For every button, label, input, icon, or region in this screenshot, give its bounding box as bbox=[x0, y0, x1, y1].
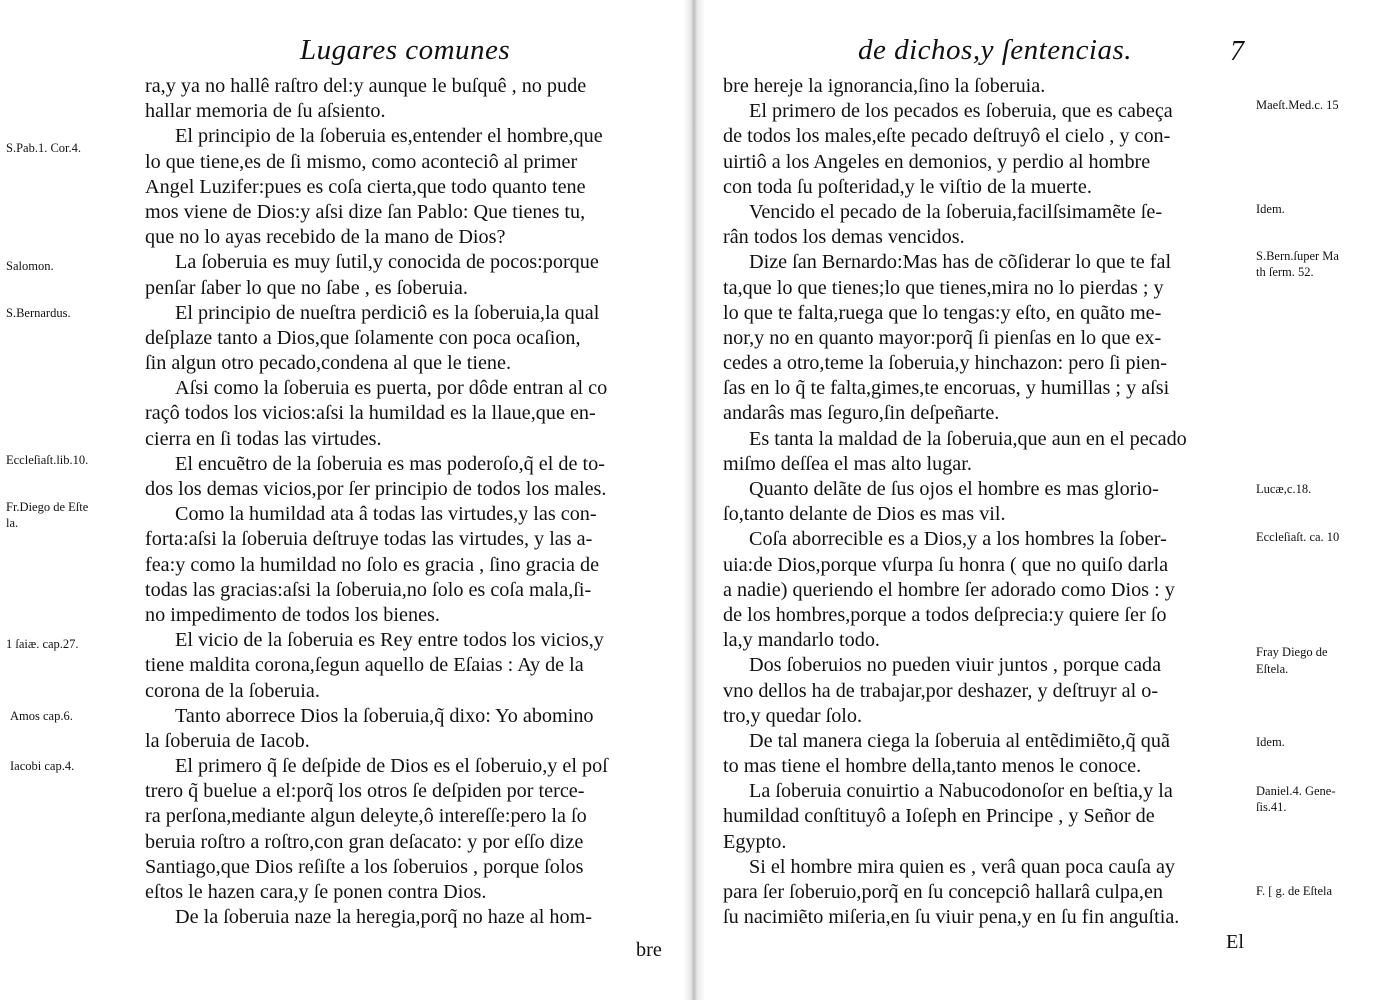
text-line: forta:aſsi la ſoberuia deſtruye todas las virtudes, y las a- bbox=[145, 528, 593, 551]
text-line: ſo,tanto delante de Dios es mas vil. bbox=[723, 503, 1006, 526]
marginal-note: S.Bernardus. bbox=[6, 306, 71, 320]
text-line: para ſer ſoberuio,porq̃ en ſu concepciô hallarâ culpa,en bbox=[723, 881, 1163, 903]
text-line: La ſoberuia es muy ſutil,y conocida de pocos:porque bbox=[175, 251, 599, 274]
text-line: raçô todos los vicios:aſsi la humildad es la llaue,que en- bbox=[145, 402, 596, 425]
marginal-note: Eſtela. bbox=[1256, 662, 1289, 676]
text-line: uirtiô a los Angeles en demonios, y perdio al hombre bbox=[723, 150, 1151, 173]
text-line: El vicio de la ſoberuia es Rey entre todos los vicios,y bbox=[175, 629, 604, 652]
text-line: Si el hombre mira quien es , verâ quan poca cauſa ay bbox=[749, 855, 1176, 878]
text-line: lo que te falta,ruega que lo tengas:y eſto, en quãto me- bbox=[723, 301, 1162, 324]
text-line: De tal manera ciega la ſoberuia al entẽdimiẽto,q̃ quã bbox=[749, 729, 1170, 752]
marginal-note: Salomon. bbox=[6, 259, 54, 273]
text-line: El primero q̃ ſe deſpide de Dios es el ſoberuio,y el poſ bbox=[175, 755, 608, 778]
marginal-note: 1 ſaiæ. cap.27. bbox=[6, 637, 79, 651]
text-line: rân todos los demas vencidos. bbox=[723, 226, 965, 249]
marginal-note: ſis.41. bbox=[1256, 800, 1287, 814]
text-line: Tanto aborrece Dios la ſoberuia,q̃ dixo: Yo abomino bbox=[175, 704, 594, 727]
text-line: cierra en ſi todas las virtudes. bbox=[145, 427, 382, 450]
text-line: Santiago,que Dios reſiſte a los ſoberuios , porque ſolos bbox=[145, 855, 584, 878]
text-line: humildad conſtituyô a Ioſeph en Principe , y Señor de bbox=[723, 805, 1155, 828]
text-line: to mas tiene el hombre della,tanto menos le conoce. bbox=[723, 755, 1142, 778]
text-line: andarâs mas ſeguro,ſin deſpeñarte. bbox=[723, 402, 1000, 425]
text-line: con toda ſu poſteridad,y le viſtio de la muerte. bbox=[723, 175, 1092, 198]
text-line: Vencido el pecado de la ſoberuia,facilſsimamẽte ſe- bbox=[749, 200, 1163, 223]
text-line: de todos los males,eſte pecado deſtruyô el cielo , y con- bbox=[723, 125, 1171, 148]
marginal-note: Daniel.4. Gene- bbox=[1256, 784, 1336, 798]
text-line: ſas en lo q̃ te falta,gimes,te encoruas, y humillas ; y aſsi bbox=[723, 377, 1170, 400]
text-line: El primero de los pecados es ſoberuia, que es cabeça bbox=[749, 100, 1173, 123]
text-line: El principio de nueſtra perdiciô es la ſoberuia,la qual bbox=[175, 301, 600, 324]
text-line: bre hereje la ignorancia,ſino la ſoberuia. bbox=[723, 75, 1046, 97]
text-line: tiene maldita corona,ſegun aquello de Eſaias : Ay de la bbox=[145, 654, 584, 677]
text-line: De la ſoberuia naze la heregia,porq̃ no haze al hom- bbox=[175, 906, 593, 929]
left-running-title: Lugares comunes bbox=[300, 34, 511, 66]
text-line: penſar ſaber lo que no ſabe , es ſoberuia. bbox=[145, 276, 468, 299]
text-line: beruia roſtro a roſtro,con gran deſacato: y por eſſo dize bbox=[145, 830, 584, 853]
text-line: Aſsi como la ſoberuia es puerta, por dôde entran al co bbox=[175, 377, 608, 400]
text-line: miſmo deſſea el mas alto lugar. bbox=[723, 452, 972, 475]
marginal-note: F. [ g. de Eſtela bbox=[1256, 884, 1333, 898]
text-line: mos viene de Dios:y aſsi dize ſan Pablo: Que tienes tu, bbox=[145, 200, 586, 223]
text-line: cedes a otro,teme la ſoberuia,y hinchazon: pero ſi pien- bbox=[723, 352, 1167, 375]
text-line: Dize ſan Bernardo:Mas has de cõſiderar lo que te fal bbox=[749, 251, 1172, 274]
text-line: eſtos le hazen cara,y ſe ponen contra Dios. bbox=[145, 881, 487, 903]
text-line: El encuẽtro de la ſoberuia es mas poderoſo,q̃ el de to- bbox=[175, 452, 605, 475]
text-line: hallar memoria de ſu aſsiento. bbox=[145, 100, 386, 123]
text-line: uia:de Dios,porque vſurpa ſu honra ( que no quiſo darla bbox=[723, 553, 1169, 576]
text-line: a nadie) queriendo el hombre ſer adorado como Dios : y bbox=[723, 578, 1175, 601]
text-line: Como la humildad ata â todas las virtudes,y las con- bbox=[175, 503, 597, 526]
text-line: ſin algun otro pecado,condena al que le tiene. bbox=[145, 352, 512, 375]
marginal-note: Eccleſiaſt.lib.10. bbox=[6, 453, 89, 467]
text-line: de los hombres,porque a todos deſprecia:y quiere ſer ſo bbox=[723, 603, 1167, 626]
text-line: ta,que lo que tienes;lo que tienes,mira no lo pierdas ; y bbox=[723, 276, 1164, 299]
text-line: Quanto delãte de ſus ojos el hombre es mas glorio- bbox=[749, 478, 1159, 500]
text-line: trero q̃ buelue a el:porq̃ los otros ſe deſpiden por terce- bbox=[145, 780, 585, 803]
left-page bbox=[0, 0, 690, 1000]
marginal-note: Maeſt.Med.c. 15 bbox=[1256, 98, 1339, 112]
left-catchword: bre bbox=[636, 939, 662, 961]
text-line: dos los demas vicios,por ſer principio de todos los males. bbox=[145, 478, 607, 500]
marginal-note: Fray Diego de bbox=[1256, 645, 1328, 659]
marginal-note: th ſerm. 52. bbox=[1256, 265, 1314, 279]
left-body-text bbox=[145, 74, 608, 930]
marginal-note: Eccleſiaſt. ca. 10 bbox=[1256, 530, 1340, 544]
text-line: La ſoberuia conuirtio a Nabucodonoſor en beſtia,y la bbox=[749, 780, 1173, 803]
marginal-note: Iacobi cap.4. bbox=[10, 759, 75, 773]
marginal-note: S.Bern.ſuper Ma bbox=[1256, 249, 1339, 263]
text-line: Angel Luzifer:pues es coſa cierta,que todo quanto tene bbox=[145, 175, 586, 198]
text-line: la ſoberuia de Iacob. bbox=[145, 729, 310, 752]
text-line: fea:y como la humildad no ſolo es gracia , ſino gracia de bbox=[145, 553, 600, 576]
text-line: que no lo ayas recebido de la mano de Dios? bbox=[145, 226, 506, 249]
marginal-note: S.Pab.1. Cor.4. bbox=[6, 141, 82, 155]
right-catchword: El bbox=[1226, 931, 1244, 953]
text-line: ra perſona,mediante algun deleyte,ô intereſſe:pero la ſo bbox=[145, 805, 587, 828]
text-line: lo que tiene,es de ſi mismo, como aconteciô al primer bbox=[145, 150, 578, 173]
right-page bbox=[698, 0, 1396, 1000]
text-line: ra,y ya no hallê raſtro del:y aunque le buſquê , no pude bbox=[145, 75, 587, 97]
marginal-note: Fr.Diego de Eſte bbox=[6, 500, 89, 514]
text-line: deſplaze tanto a Dios,que ſolamente con poca ocaſion, bbox=[145, 326, 581, 349]
right-running-title: de dichos,y ſentencias. bbox=[858, 34, 1133, 66]
marginal-note: Idem. bbox=[1256, 735, 1285, 749]
marginal-note: Idem. bbox=[1256, 202, 1285, 216]
text-line: Es tanta la maldad de la ſoberuia,que aun en el pecado bbox=[749, 427, 1187, 450]
text-line: la,y mandarlo todo. bbox=[723, 629, 880, 652]
text-line: Egypto. bbox=[723, 830, 787, 853]
text-line: Coſa aborrecible es a Dios,y a los hombres la ſober- bbox=[749, 528, 1167, 551]
text-line: El principio de la ſoberuia es,entender el hombre,que bbox=[175, 125, 603, 148]
text-line: no impedimento de todos los bienes. bbox=[145, 603, 440, 626]
text-line: corona de la ſoberuia. bbox=[145, 679, 320, 702]
page-number: 7 bbox=[1230, 36, 1244, 67]
text-line: nor,y no en quanto mayor:porq̃ ſi pienſas en lo que ex- bbox=[723, 326, 1162, 349]
text-line: todas las gracias:aſsi la ſoberuia,no ſolo es coſa mala,ſi- bbox=[145, 578, 592, 601]
text-line: Dos ſoberuios no pueden viuir juntos , porque cada bbox=[749, 654, 1162, 677]
marginal-note: Lucæ,c.18. bbox=[1256, 482, 1312, 496]
text-line: tro,y quedar ſolo. bbox=[723, 704, 863, 727]
marginal-note: Amos cap.6. bbox=[10, 709, 73, 723]
text-line: vno dellos ha de trabajar,por deshazer, y deſtruyr al o- bbox=[723, 679, 1159, 702]
text-line: ſu nacimiẽto miſeria,en ſu viuir pena,y en ſu fin anguſtia. bbox=[723, 906, 1180, 929]
right-body-text bbox=[723, 74, 1187, 930]
marginal-note: la. bbox=[6, 516, 19, 530]
